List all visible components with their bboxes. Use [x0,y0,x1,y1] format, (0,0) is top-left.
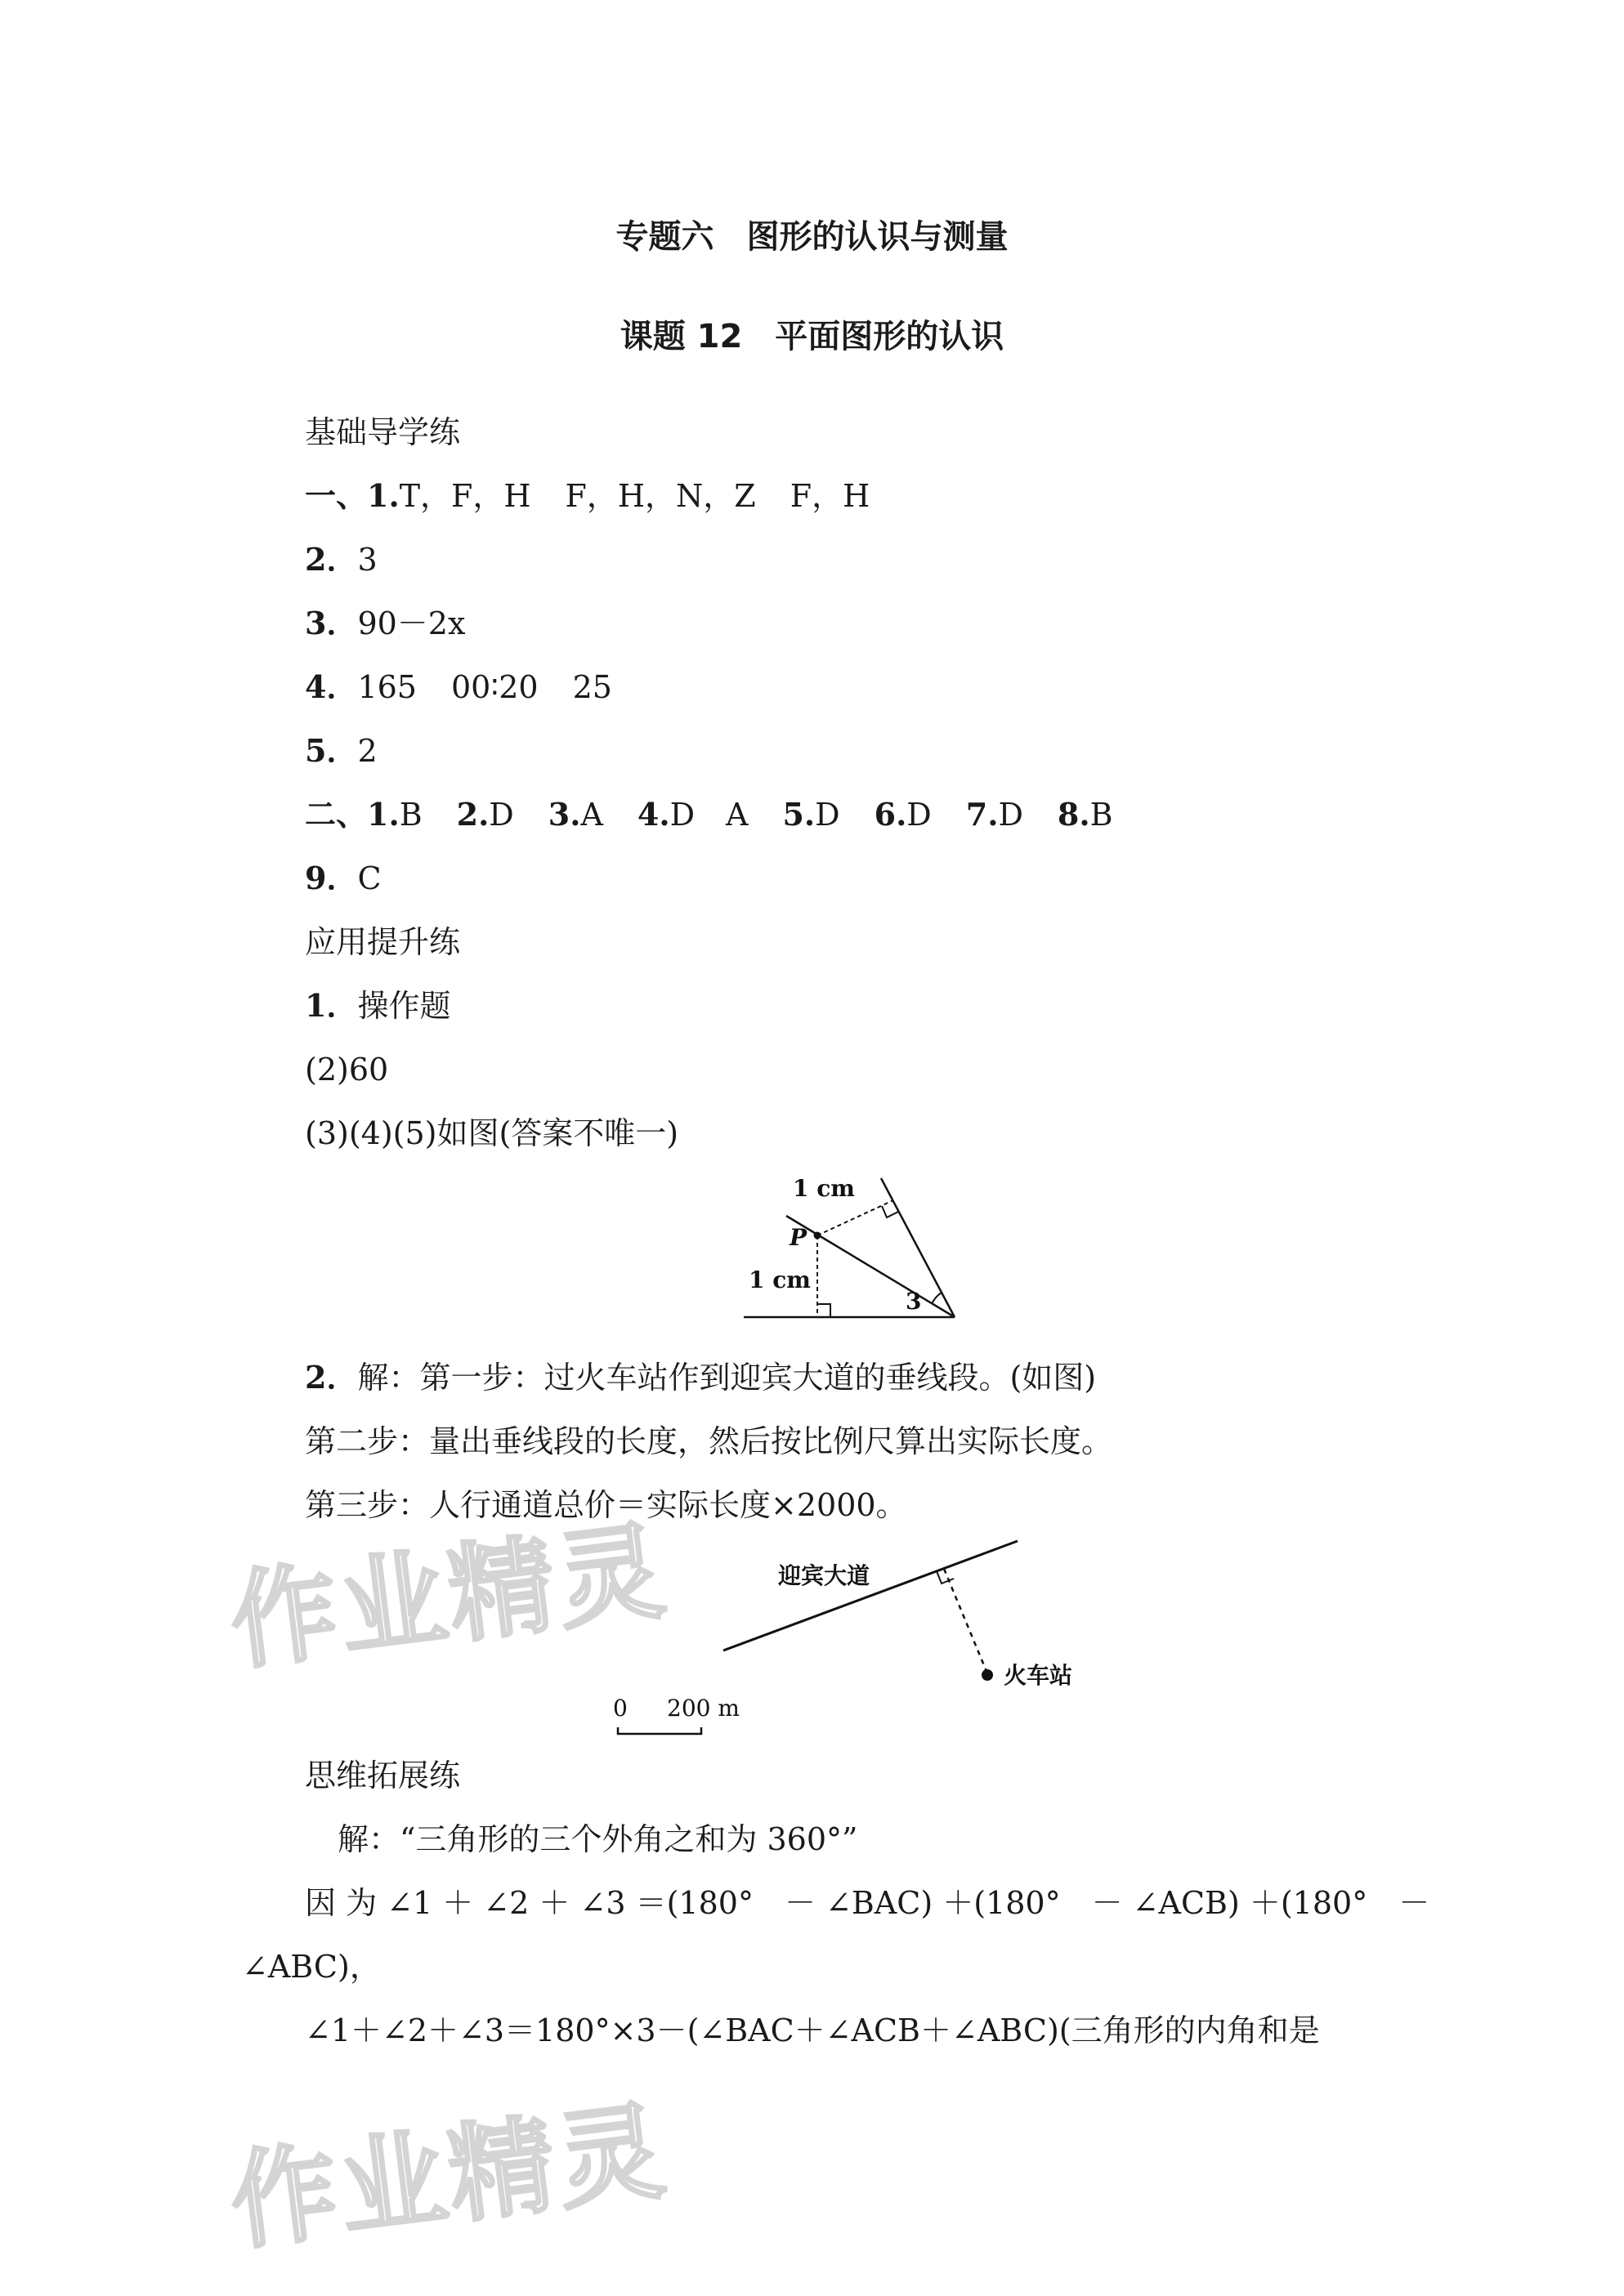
thinking-intro: 解：“三角形的三个外角之和为 360°” [338,1821,858,1857]
scale-length: 200 m [667,1695,740,1722]
q1-answer-3: F，H [790,478,870,514]
applied-q1-num: 1． [305,987,358,1024]
basic-q3-line [305,605,465,642]
q4-answer-2: 00∶20 [450,669,539,705]
choice-num-1: 1. [367,796,400,833]
perpendicular-segment [944,1569,987,1673]
q4-answer-1: 165 [357,669,417,705]
q5-num: 5． [305,732,358,769]
choice-num-7: 7. [965,796,999,833]
q9-num: 9． [305,860,358,896]
q3-answer: 90－2x [357,605,466,641]
applied-q2-line [305,1359,1096,1396]
scale-zero: 0 [613,1695,628,1722]
watermark-upper: 作业精灵 [224,1508,674,1686]
q1-answer-1: T，F，H [399,478,531,514]
thinking-line-3: ∠1＋∠2＋∠3＝180°×3－(∠BAC＋∠ACB＋∠ABC)(三角形的内角和是 [305,2012,1320,2048]
label-p: P [790,1224,808,1251]
choice-ans-8: B [1089,797,1113,833]
choice-ans-3: A [580,797,603,833]
q1-answer-2: F，H，N，Z [565,478,756,514]
station-point [982,1669,993,1681]
q5-answer: 2 [357,733,378,769]
part2-prefix: 二、 [305,797,368,833]
basic-q1-line [305,477,870,515]
choice-num-2: 2. [456,796,490,833]
choice-num-6: 6. [874,796,907,833]
road-line [723,1541,1018,1651]
basic-q4-line [305,668,612,706]
watermark-lower: 作业精灵 [224,2088,674,2266]
q4-answer-3: 25 [572,669,612,705]
basic-q9-line [305,860,382,897]
applied-q2-text: 解：第一步：过火车站作到迎宾大道的垂线段。(如图) [357,1360,1097,1396]
section-basic-heading: 基础导学练 [305,414,461,450]
choice-num-5: 5. [782,796,816,833]
basic-q2-line [305,541,378,578]
choice-ans-5: D [815,797,840,833]
lesson-subtitle: 课题 12 平面图形的认识 [620,318,1004,355]
label-station: 火车站 [1004,1662,1073,1689]
choice-num-3: 3. [548,796,581,833]
line-through-p [786,1216,955,1317]
applied-q1-line [305,987,450,1025]
thinking-line-1: 因 为 ∠1 ＋ ∠2 ＋ ∠3 ＝(180° － ∠BAC) ＋(180° － ∠ACB) ＋(180° － [305,1885,1430,1921]
thinking-line-2: ∠ABC)， [242,1949,381,1985]
choice-ans-7: D [998,797,1023,833]
label-1cm-left: 1 cm [749,1266,811,1293]
q3-num: 3． [305,605,358,641]
right-angle-mark-bottom [817,1304,830,1317]
applied-q2-step2: 第二步：量出垂线段的长度，然后按比例尺算出实际长度。 [305,1423,1113,1459]
choice-ans-6: D [906,797,932,833]
applied-q1-part2: (2)60 [305,1052,389,1088]
page-title: 专题六 图形的认识与测量 [615,218,1009,256]
figure-angle-perpendiculars [736,1168,973,1332]
q1-num: 1. [367,477,400,514]
choice-ans-4: D A [669,797,749,833]
label-angle-3: 3 [906,1288,922,1315]
q2-answer: 3 [357,542,378,578]
label-road: 迎宾大道 [778,1562,870,1589]
basic-q5-line [305,732,378,770]
choice-ans-2: D [489,797,514,833]
applied-q1-part345: (3)(4)(5)如图(答案不唯一) [305,1115,679,1151]
section-thinking-heading: 思维拓展练 [305,1758,461,1793]
q9-answer: C [357,860,382,896]
perpendicular-to-upper [817,1200,893,1235]
choice-ans-1: B [399,797,423,833]
q4-num: 4． [305,668,358,705]
part1-prefix: 一、 [305,478,368,514]
q2-num: 2． [305,541,358,578]
section-applied-heading: 应用提升练 [305,924,461,960]
applied-q2-num: 2． [305,1359,358,1396]
label-1cm-top: 1 cm [793,1175,855,1202]
basic-choice-line [305,796,1113,833]
angle-arc [932,1293,942,1304]
applied-q1-text: 操作题 [357,988,451,1024]
choice-num-8: 8. [1057,796,1090,833]
scale-bar [618,1727,701,1734]
applied-q2-step3: 第三步：人行通道总价＝实际长度×2000。 [305,1487,907,1523]
choice-num-4: 4. [637,796,670,833]
